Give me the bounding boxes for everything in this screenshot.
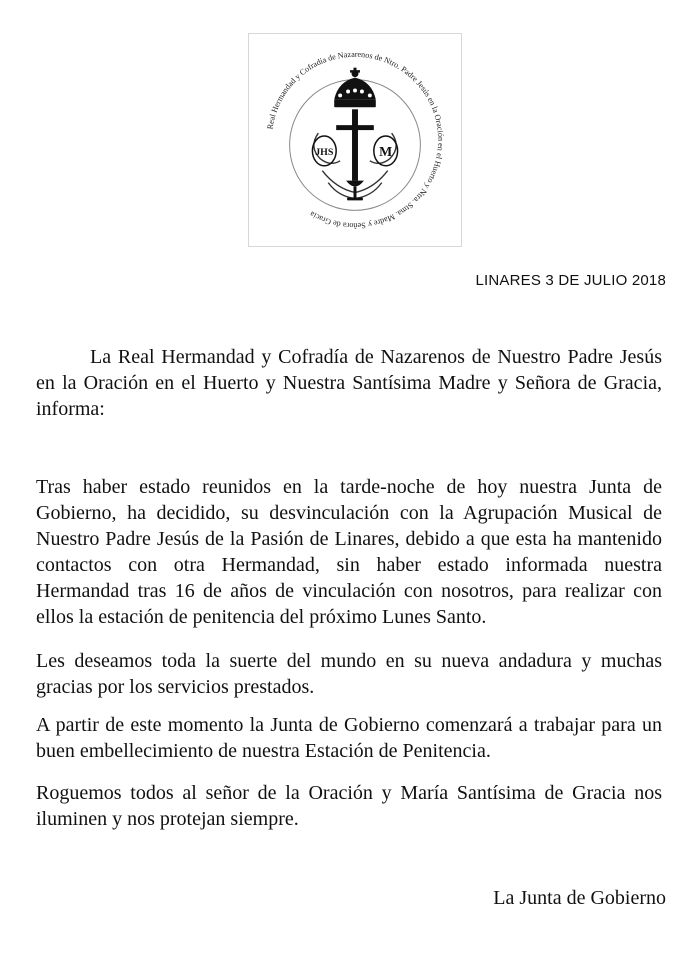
letter-paragraph: Roguemos todos al señor de la Oración y María Santísima de Gracia nos iluminen y nos protejan siempre. xyxy=(36,782,662,830)
seal-ring-text: Real Hermandad y Cofradía de Nazarenos de Ntro. Padre Jesús en la Oración en el Huerto y Ntra. Stma. Madre y Señora de Gracia xyxy=(265,49,446,231)
letter-paragraph: Les deseamos toda la suerte del mundo en su nueva andadura y muchas gracias por los servicios prestados. xyxy=(36,650,662,698)
seal-emblem-icon xyxy=(249,34,461,246)
brotherhood-seal xyxy=(248,33,462,247)
letter-paragraph: Tras haber estado reunidos en la tarde-noche de hoy nuestra Junta de Gobierno, ha decidido, su desvinculación con la Agrupación Musical de Nuestro Padre Jesús de la Pasión de Linares, debido a que esta ha mantenido contactos con otra Hermandad, sin haber estado informada nuestra Hermandad tras 16 de años de vinculación con nosotros, para realizar con ellos la estación de penitencia del próximo Lunes Santo. xyxy=(36,476,662,628)
svg-text:JHS: JHS xyxy=(315,146,334,158)
letter-paragraph: A partir de este momento la Junta de Gobierno comenzará a trabajar para un buen embellecimiento de nuestra Estación de Penitencia. xyxy=(36,714,662,762)
svg-text:M: M xyxy=(379,143,393,159)
letter-date: LINARES 3 DE JULIO 2018 xyxy=(475,272,666,289)
letter-intro: La Real Hermandad y Cofradía de Nazarenos de Nuestro Padre Jesús en la Oración en el Huerto y Nuestra Santísima Madre y Señora de Gracia, informa: xyxy=(36,346,662,420)
signature: La Junta de Gobierno xyxy=(493,887,666,909)
